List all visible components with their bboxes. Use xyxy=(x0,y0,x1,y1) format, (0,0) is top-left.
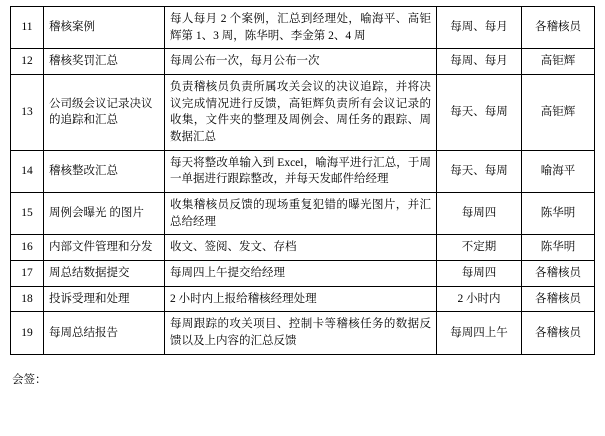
row-title: 内部文件管理和分发 xyxy=(44,235,165,261)
row-frequency: 每天、每周 xyxy=(437,150,522,192)
row-frequency: 每天、每周 xyxy=(437,75,522,151)
row-frequency: 每周四 xyxy=(437,261,522,287)
row-owner: 各稽核员 xyxy=(522,286,595,312)
row-title: 稽核案例 xyxy=(44,7,165,49)
row-description: 负责稽核员负责所属攻关会议的决议追踪，并将决议完成情况进行反馈，高钜辉负责所有会议记录的收集，文件夹的整理及周例会、周任务的跟踪、周数据汇总 xyxy=(165,75,437,151)
row-number: 12 xyxy=(11,49,44,75)
row-frequency: 每周四 xyxy=(437,193,522,235)
table-body xyxy=(11,7,595,355)
row-description: 收集稽核员反馈的现场重复犯错的曝光图片，并汇总给经理 xyxy=(165,193,437,235)
row-number: 14 xyxy=(11,150,44,192)
row-number: 16 xyxy=(11,235,44,261)
table-row xyxy=(11,261,595,287)
row-owner: 各稽核员 xyxy=(522,7,595,49)
row-title: 周例会曝光 的图片 xyxy=(44,193,165,235)
row-number: 18 xyxy=(11,286,44,312)
row-title: 周总结数据提交 xyxy=(44,261,165,287)
row-owner: 喻海平 xyxy=(522,150,595,192)
row-frequency: 每周、每月 xyxy=(437,7,522,49)
row-owner: 各稽核员 xyxy=(522,261,595,287)
row-title: 投诉受理和处理 xyxy=(44,286,165,312)
row-title: 稽核奖罚汇总 xyxy=(44,49,165,75)
audit-tasks-table xyxy=(10,6,595,355)
row-number: 15 xyxy=(11,193,44,235)
table-row xyxy=(11,49,595,75)
row-title: 每周总结报告 xyxy=(44,312,165,354)
row-number: 19 xyxy=(11,312,44,354)
row-number: 11 xyxy=(11,7,44,49)
row-frequency: 每周、每月 xyxy=(437,49,522,75)
row-title: 公司级会议记录决议的追踪和汇总 xyxy=(44,75,165,151)
table-row xyxy=(11,150,595,192)
row-title: 稽核整改汇总 xyxy=(44,150,165,192)
table-row xyxy=(11,193,595,235)
row-description: 每周跟踪的攻关项目、控制卡等稽核任务的数据反馈以及上内容的汇总反馈 xyxy=(165,312,437,354)
table-row xyxy=(11,286,595,312)
row-description: 每天将整改单输入到 Excel，喻海平进行汇总，于周一单据进行跟踪整改，并每天发邮件给经理 xyxy=(165,150,437,192)
row-owner: 高钜辉 xyxy=(522,49,595,75)
row-owner: 各稽核员 xyxy=(522,312,595,354)
row-owner: 高钜辉 xyxy=(522,75,595,151)
table-row xyxy=(11,75,595,151)
row-frequency: 每周四上午 xyxy=(437,312,522,354)
row-description: 每人每月 2 个案例，汇总到经理处，喻海平、高钜辉第 1、3 周，陈华明、李金第 2、4 周 xyxy=(165,7,437,49)
table-row xyxy=(11,312,595,354)
row-number: 13 xyxy=(11,75,44,151)
row-description: 每周公布一次，每月公布一次 xyxy=(165,49,437,75)
row-owner: 陈华明 xyxy=(522,235,595,261)
row-number: 17 xyxy=(11,261,44,287)
row-frequency: 2 小时内 xyxy=(437,286,522,312)
countersign-note: 会签： xyxy=(12,373,47,386)
row-owner: 陈华明 xyxy=(522,193,595,235)
row-description: 收文、签阅、发文、存档 xyxy=(165,235,437,261)
table-row xyxy=(11,235,595,261)
row-description: 2 小时内上报给稽核经理处理 xyxy=(165,286,437,312)
row-frequency: 不定期 xyxy=(437,235,522,261)
row-description: 每周四上午提交给经理 xyxy=(165,261,437,287)
table-row xyxy=(11,7,595,49)
